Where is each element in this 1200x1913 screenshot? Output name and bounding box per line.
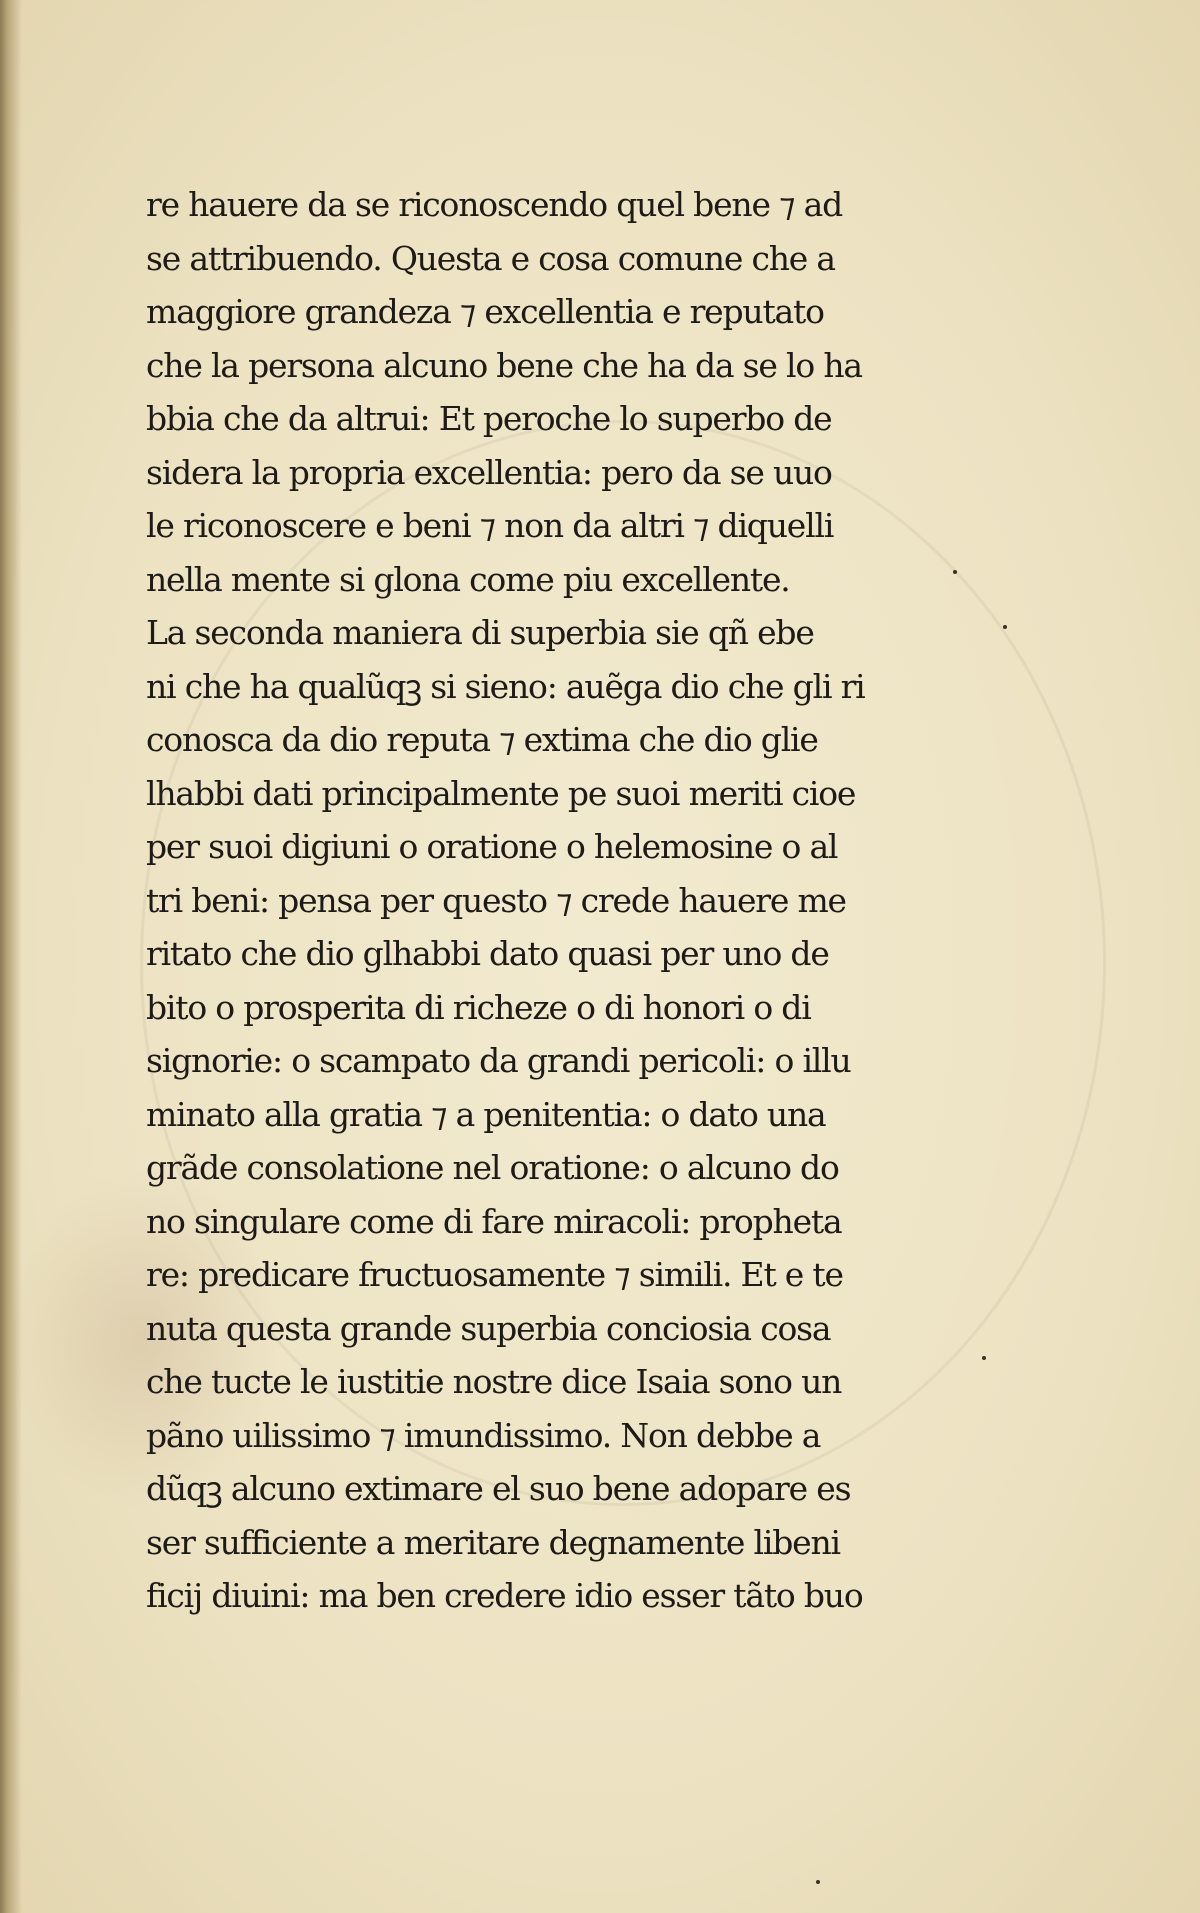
ink-speck: [816, 1880, 820, 1884]
text-line: ni che ha qualũqꝫ si sieno: auẽga dio che gli ri: [146, 666, 865, 706]
ink-speck: [1003, 625, 1007, 629]
text-line: nella mente si glona come piu excellente.: [146, 559, 790, 599]
text-line: La seconda maniera di superbia sie qñ ebe: [146, 613, 814, 652]
text-line: no singulare come di fare miracoli: propheta: [146, 1201, 842, 1241]
text-line: maggiore grandeza ⁊ excellentia e reputato: [146, 292, 824, 331]
text-line: se attribuendo. Questa e cosa comune che a: [146, 238, 835, 278]
text-line: per suoi digiuni o oratione o helemosine o al: [146, 827, 838, 866]
text-line: dũqꝫ alcuno extimare el suo bene adopare es: [146, 1469, 851, 1508]
text-line: lhabbi dati principalmente pe suoi meriti cioe: [146, 773, 856, 813]
text-line: ficij diuini: ma ben credere idio esser tãto buo: [146, 1576, 863, 1615]
binding-gutter-shadow: [0, 0, 22, 1913]
text-line: grãde consolatione nel oratione: o alcuno do: [146, 1148, 839, 1187]
text-line: tri beni: pensa per questo ⁊ crede hauere me: [146, 880, 846, 920]
text-line: nuta questa grande superbia conciosia cosa: [146, 1308, 831, 1348]
text-line: che la persona alcuno bene che ha da se lo ha: [146, 345, 862, 385]
text-line: re: predicare fructuosamente ⁊ simili. Et e te: [146, 1255, 843, 1294]
text-line: ritato che dio glhabbi dato quasi per uno de: [146, 934, 829, 973]
text-line: re hauere da se riconoscendo quel bene ⁊ ad: [146, 185, 842, 224]
ink-speck: [982, 1356, 986, 1360]
text-line: che tucte le iustitie nostre dice Isaia sono un: [146, 1362, 842, 1401]
text-line: pãno uilissimo ⁊ imundissimo. Non debbe a: [146, 1415, 821, 1455]
text-line: bito o prosperita di richeze o di honori o di: [146, 987, 811, 1027]
text-block: [146, 178, 966, 1623]
text-line: le riconoscere e beni ⁊ non da altri ⁊ diquelli: [146, 506, 834, 545]
ink-speck: [953, 570, 957, 574]
text-line: sidera la propria excellentia: pero da se uuo: [146, 452, 832, 492]
text-line: minato alla gratia ⁊ a penitentia: o dato una: [146, 1094, 826, 1134]
text-line: conosca da dio reputa ⁊ extima che dio glie: [146, 720, 818, 759]
text-line: bbia che da altrui: Et peroche lo superbo de: [146, 399, 832, 438]
text-line: ser sufficiente a meritare degnamente libeni: [146, 1522, 840, 1562]
text-line: signorie: o scampato da grandi pericoli: o illu: [146, 1041, 851, 1080]
